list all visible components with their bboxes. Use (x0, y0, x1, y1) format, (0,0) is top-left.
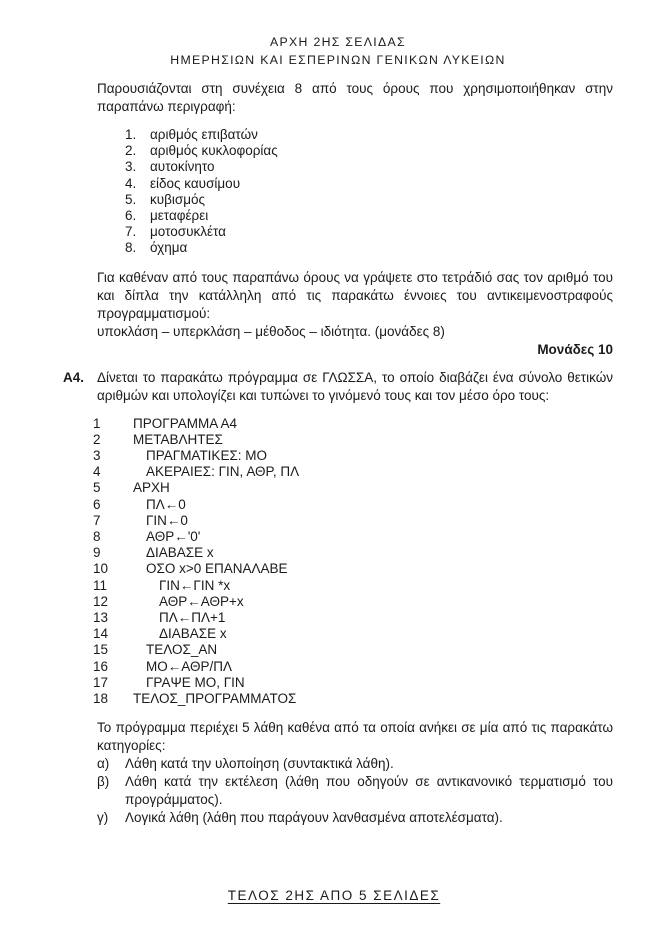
term-number: 6. (125, 208, 137, 224)
program-line-number: 2 (93, 431, 101, 447)
program-line-number: 10 (93, 561, 109, 577)
term-row (125, 208, 613, 224)
program-line (93, 691, 613, 707)
program-line-code: ΤΕΛΟΣ_ΑΝ (146, 642, 218, 658)
category-label: γ) (97, 810, 109, 826)
terms-list (125, 127, 613, 257)
instruction-paragraph: Για καθέναν από τους παραπάνω όρους να γράψετε στο τετράδιό σας τον αριθμό του και δίπλα την κατάλληλη από τις παρακάτω έννοιες του αντικειμενοστραφούς προγραμματισμού: (97, 269, 613, 321)
header-line-2: ΗΜΕΡΗΣΙΩΝ ΚΑΙ ΕΣΠΕΡΙΝΩΝ ΓΕΝΙΚΩΝ ΛΥΚΕΙΩΝ (170, 53, 506, 67)
program-line (93, 642, 613, 658)
program-line-code: ΤΕΛΟΣ_ΠΡΟΓΡΑΜΜΑΤΟΣ (133, 691, 297, 707)
program-line-number: 17 (93, 674, 109, 690)
category-text: Λάθη κατά την υλοποίηση (συντακτικά λάθη). (125, 756, 394, 772)
program-line-code: ΓΙΝ←ΓΙΝ *x (159, 577, 231, 593)
program-line-number: 16 (93, 658, 109, 674)
program-line-number: 8 (93, 529, 101, 545)
question-a4 (63, 369, 613, 828)
header-line-1: ΑΡΧΗ 2ΗΣ ΣΕΛΙΔΑΣ (270, 35, 406, 49)
program-line-number: 9 (93, 545, 101, 561)
category-row (97, 755, 613, 773)
program-line-number: 3 (93, 448, 101, 464)
term-number: 1. (125, 127, 137, 142)
program-line-code: ΜΕΤΑΒΛΗΤΕΣ (133, 431, 223, 447)
program-line-number: 15 (93, 642, 109, 658)
program-line-code: ΔΙΑΒΑΣΕ x (146, 545, 214, 561)
errors-block (97, 719, 613, 827)
term-row (125, 127, 613, 143)
marks-total: Μονάδες 10 (537, 341, 613, 357)
program-line (93, 513, 613, 529)
program-line-number: 11 (93, 577, 108, 593)
program-line-number: 14 (93, 626, 109, 642)
program-line (93, 610, 613, 626)
options-line: υποκλάση – υπερκλάση – μέθοδος – ιδιότητα. (μονάδες 8) (97, 323, 445, 339)
term-text: κυβισμός (150, 191, 206, 207)
category-label: β) (97, 774, 110, 790)
term-number: 4. (125, 175, 137, 191)
term-row (125, 159, 613, 175)
program-line-code: ΟΣΟ x>0 ΕΠΑΝΑΛΑΒΕ (146, 561, 288, 577)
program-line-code: ΜΟ←ΑΘΡ/ΠΛ (146, 658, 232, 674)
program-line-code: ΠΛ←ΠΛ+1 (159, 610, 226, 626)
program-line-code: ΠΡΟΓΡΑΜΜΑ Α4 (133, 415, 237, 431)
term-text: μοτοσυκλέτα (150, 224, 226, 240)
program-line (93, 529, 613, 545)
program-line (93, 448, 613, 464)
term-text: μεταφέρει (150, 208, 209, 224)
program-line-number: 18 (93, 691, 109, 707)
program-line-code: ΓΡΑΨΕ ΜΟ, ΓΙΝ (146, 674, 245, 690)
program-line-code: ΑΘΡ←ΑΘΡ+x (159, 593, 244, 609)
term-row (125, 143, 613, 159)
errors-intro: Το πρόγραμμα περιέχει 5 λάθη καθένα από τα οποία ανήκει σε μία από τις παρακάτω κατηγορίες: (97, 720, 613, 754)
program-line-number: 7 (93, 512, 101, 528)
program-line-code: ΠΛ←0 (146, 496, 186, 512)
term-number: 3. (125, 159, 137, 175)
term-text: όχημα (150, 240, 188, 256)
program-line-code: ΠΡΑΓΜΑΤΙΚΕΣ: ΜΟ (146, 448, 268, 464)
instruction-block (97, 269, 613, 359)
program-line (93, 561, 613, 577)
program-line-code: ΑΚΕΡΑΙΕΣ: ΓΙΝ, ΑΘΡ, ΠΛ (146, 464, 300, 480)
term-row (125, 240, 613, 256)
term-number: 2. (125, 143, 137, 159)
program-line (93, 594, 613, 610)
program-line-code: ΔΙΑΒΑΣΕ x (159, 626, 227, 642)
page-footer: ΤΕΛΟΣ 2ΗΣ ΑΠΟ 5 ΣΕΛΙΔΕΣ (227, 888, 441, 903)
error-categories (97, 755, 613, 827)
program-line (93, 416, 613, 432)
category-text: Λογικά λάθη (λάθη που παράγουν λανθασμένα αποτελέσματα). (125, 810, 503, 826)
question-intro: Δίνεται το παρακάτω πρόγραμμα σε ΓΛΩΣΣΑ, το οποίο διαβάζει ένα σύνολο θετικών αριθμών και υπολογίζει και τυπώνει το γινόμενό τους και τον μέσο όρο τους: (97, 369, 613, 403)
program-line-number: 1 (93, 415, 101, 431)
program-line-number: 4 (93, 464, 101, 480)
program-line (93, 659, 613, 675)
program-line (93, 432, 613, 448)
program-line (93, 578, 613, 594)
category-row (97, 773, 613, 809)
term-row (125, 192, 613, 208)
intro-paragraph: Παρουσιάζονται στη συνέχεια 8 από τους όρους που χρησιμοποιήθηκαν στην παραπάνω περιγραφή: (97, 81, 613, 114)
category-row (97, 809, 613, 827)
program-line (93, 464, 613, 480)
term-row (125, 224, 613, 240)
program-line (93, 497, 613, 513)
term-text: αυτοκίνητο (150, 159, 215, 175)
term-row (125, 176, 613, 192)
term-text: αριθμός κυκλοφορίας (150, 143, 278, 159)
term-number: 8. (125, 240, 137, 256)
program-line (93, 545, 613, 561)
term-text: είδος καυσίμου (150, 175, 241, 191)
program-line-code: ΓΙΝ←0 (146, 512, 188, 528)
program-line (93, 626, 613, 642)
program-line-code: ΑΘΡ←'0' (146, 529, 201, 545)
term-number: 5. (125, 191, 137, 207)
question-label: Α4. (63, 369, 85, 385)
program-line (93, 675, 613, 691)
program-line-number: 5 (93, 480, 101, 496)
category-label: α) (97, 756, 110, 772)
program-line-code: ΑΡΧΗ (133, 480, 170, 496)
program-listing (93, 416, 613, 708)
category-text: Λάθη κατά την εκτέλεση (λάθη που οδηγούν σε αντικανονικό τερματισμό του προγράμματος). (125, 774, 613, 808)
program-line-number: 13 (93, 610, 109, 626)
program-line (93, 480, 613, 496)
term-text: αριθμός επιβατών (150, 127, 258, 142)
program-line-number: 12 (93, 593, 109, 609)
page-header (63, 33, 613, 69)
program-line-number: 6 (93, 496, 101, 512)
term-number: 7. (125, 224, 137, 240)
